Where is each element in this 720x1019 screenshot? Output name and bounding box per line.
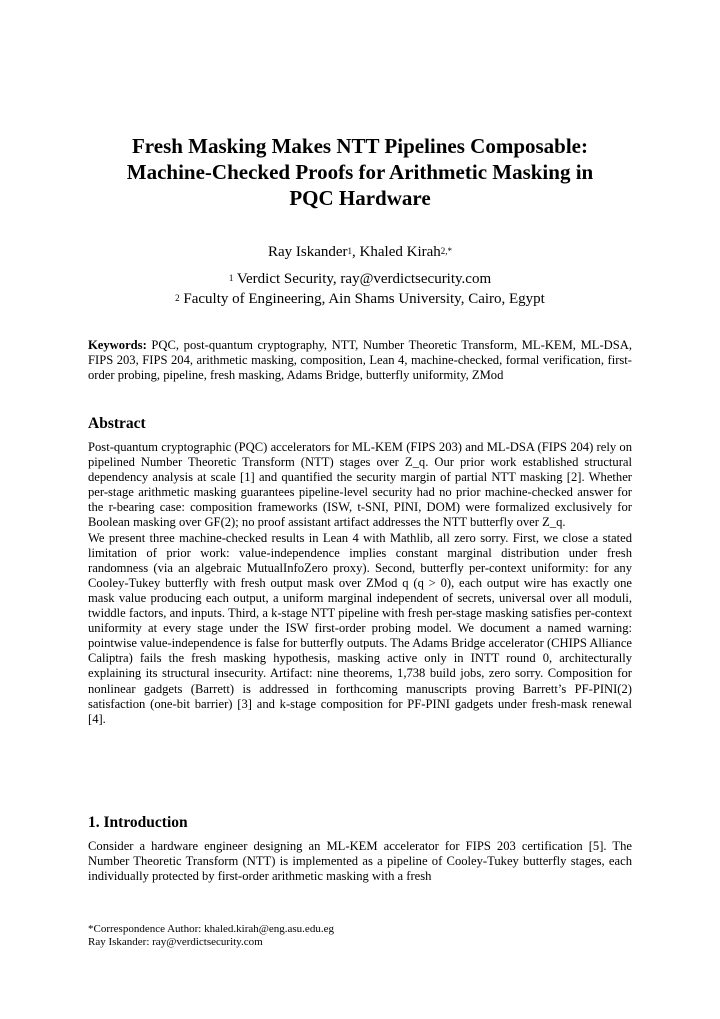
footnotes <box>88 923 632 949</box>
keywords-text: PQC, post-quantum cryptography, NTT, Number Theoretic Transform, ML-KEM, ML-DSA, FIPS 203, FIPS 204, arithmetic masking, composition, Lean 4, machine-checked, formal verification, first-order probing, pipeline, fresh masking, Adams Bridge, butterfly uniformity, ZMod <box>88 338 632 383</box>
keywords <box>88 338 632 383</box>
abstract-paragraph-2: We present three machine-checked results in Lean 4 with Mathlib, all zero sorry. First, we close a stated limitation of prior work: value-independence implies constant marginal distribution under fresh randomness (via an algebraic MutualInfoZero proxy). Second, butterfly per-context uniformity: for any Cooley-Tukey butterfly with fresh output mask over ZMod q (q > 0), each output wire has exactly one mask value producing each output, a uniform marginal independent of secrets, universal over all moduli, twiddle factors, and inputs. Third, a k-stage NTT pipeline with fresh per-stage masking satisfies per-context uniformity at every stage under the ISW first-order probing model. We document a named warning: pointwise value-independence is false for butterfly outputs. The Adams Bridge accelerator (CHIPS Alliance Caliptra) fails the fresh masking hypothesis, masking active only in INTT round 0, architecturally explaining its structural insecurity. Artifact: nine theorems, 1,738 build jobs, zero sorry. Composition for nonlinear gadgets (Barrett) is addressed in forthcoming manuscripts proving Barrett’s PF-PINI(2) satisfaction (one-bit barrier) [3] and k-stage composition for PF-PINI gadgets under fresh-mask renewal [4]. <box>88 530 632 726</box>
abstract-body <box>88 440 632 727</box>
author-name-2: Khaled Kirah <box>359 244 441 260</box>
abstract-heading: Abstract <box>88 415 146 432</box>
paper-title <box>60 133 660 211</box>
title-line-1: Fresh Masking Makes NTT Pipelines Composable: <box>131 134 588 158</box>
footnote-author: Ray Iskander: ray@verdictsecurity.com <box>88 936 263 948</box>
author-sup-2: 2,* <box>440 246 453 256</box>
affiliation-2 <box>60 290 660 308</box>
author-line <box>60 243 660 261</box>
affiliation-text-2: Faculty of Engineering, Ain Shams University, Cairo, Egypt <box>183 291 545 307</box>
author-name-1: Ray Iskander <box>267 244 348 260</box>
affiliation-sup-2: 2 <box>175 293 180 303</box>
intro-heading: 1. Introduction <box>88 814 188 831</box>
affiliation-text-1: Verdict Security, ray@verdictsecurity.com <box>236 271 492 287</box>
title-line-2: Machine-Checked Proofs for Arithmetic Masking in <box>126 160 594 184</box>
affiliation-sup-1: 1 <box>228 273 234 283</box>
title-line-3: PQC Hardware <box>289 186 431 210</box>
keywords-label: Keywords: <box>88 338 147 352</box>
author-sup-1: 1 <box>347 246 353 256</box>
intro-paragraph-1: Consider a hardware engineer designing an ML-KEM accelerator for FIPS 203 certification [5]. The Number Theoretic Transform (NTT) is implemented as a pipeline of Cooley-Tukey butterfly stages, each individually protected by first-order arithmetic masking with a fresh <box>88 839 632 884</box>
author-separator: , <box>352 244 360 260</box>
footnote-correspondence: *Correspondence Author: khaled.kirah@eng.asu.edu.eg <box>88 923 334 935</box>
affiliation-1 <box>60 270 660 288</box>
abstract-paragraph-1: Post-quantum cryptographic (PQC) accelerators for ML-KEM (FIPS 203) and ML-DSA (FIPS 204) rely on pipelined Number Theoretic Transform (NTT) stages over Z_q. Our prior work established structural dependency analysis at scale [1] and quantified the security margin of partial NTT masking [2]. Whether per-stage arithmetic masking guarantees pipeline-level security had no prior machine-checked answer for the r-bearing case: composition frameworks (ISW, t-SNI, PINI, DOM) were formalized exclusively for Boolean masking over GF(2); no proof assistant artifact addresses the NTT butterfly over Z_q. <box>88 440 632 530</box>
